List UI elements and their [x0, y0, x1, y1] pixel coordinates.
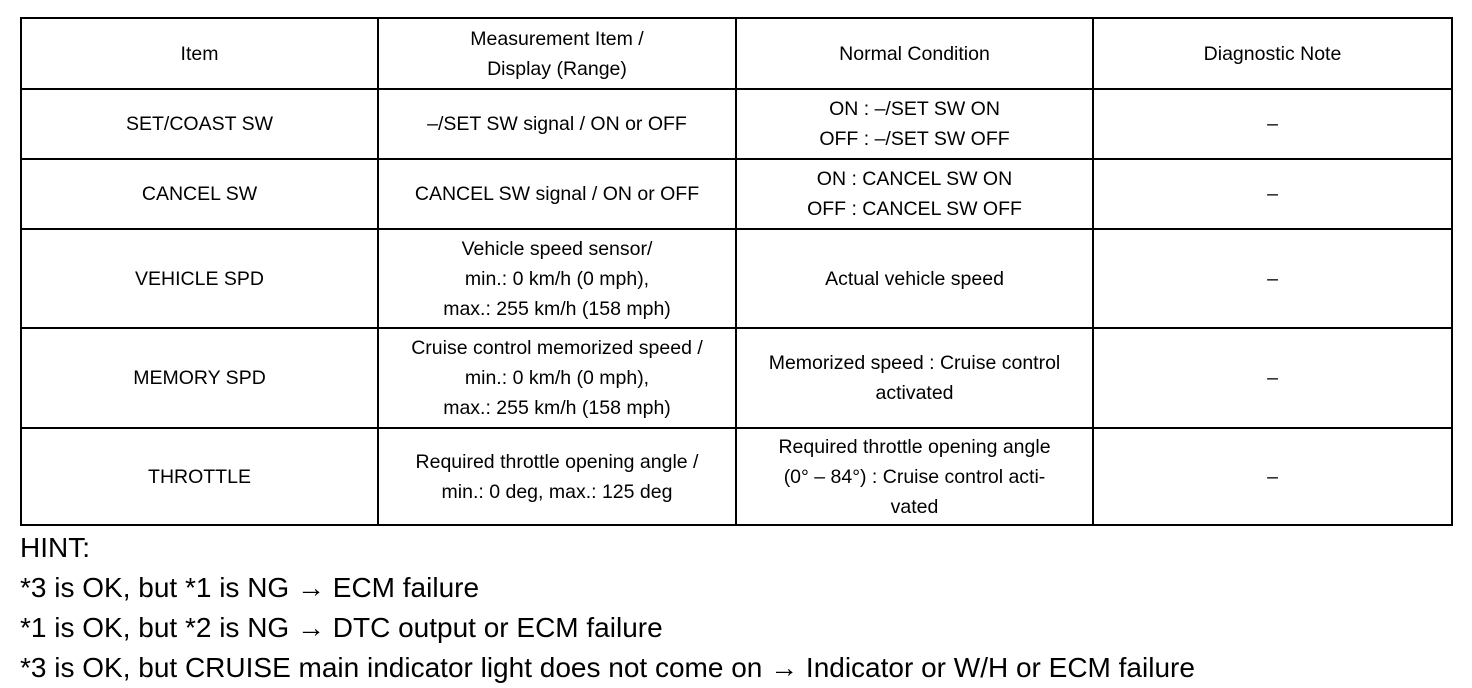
- cell-line: max.: 255 km/h (158 mph): [443, 297, 671, 320]
- cell-line: THROTTLE: [148, 465, 251, 488]
- cell-item: [21, 159, 378, 229]
- cell-measurement: [378, 159, 736, 229]
- cell-diagnostic-note: [1093, 328, 1452, 428]
- cell-measurement: [378, 428, 736, 525]
- cell-line: SET/COAST SW: [126, 113, 273, 135]
- cell-line: Memorized speed : Cruise control: [768, 352, 1061, 374]
- table-row: [21, 89, 1452, 159]
- cell-item: [21, 229, 378, 328]
- cell-diagnostic-note: [1093, 89, 1452, 159]
- header-line: Normal Condition: [839, 42, 990, 65]
- cell-line: ON : –/SET SW ON: [829, 98, 1000, 120]
- cell-line: –/SET SW signal / ON or OFF: [427, 113, 687, 135]
- table-row: [21, 428, 1452, 525]
- header-measurement-item: [378, 18, 736, 89]
- cell-line: OFF : CANCEL SW OFF: [807, 198, 1022, 220]
- table-row: [21, 159, 1452, 229]
- cell-measurement: [378, 229, 736, 328]
- cell-line: ON : CANCEL SW ON: [816, 168, 1013, 190]
- cell-line: (0° – 84°) : Cruise control acti-: [783, 465, 1046, 488]
- cell-line: –: [1267, 113, 1278, 135]
- header-line: Diagnostic Note: [1203, 42, 1342, 65]
- cell-item: [21, 328, 378, 428]
- cell-normal-condition: [736, 229, 1093, 328]
- cell-line: vated: [890, 495, 939, 518]
- hint-line: *1 is OK, but *2 is NG → DTC output or ECM failure: [20, 612, 663, 643]
- cell-line: CANCEL SW: [141, 183, 258, 205]
- cell-item: [21, 428, 378, 525]
- hint-line: *3 is OK, but *1 is NG → ECM failure: [20, 572, 480, 603]
- cell-line: Required throttle opening angle: [778, 435, 1051, 458]
- cell-measurement: [378, 328, 736, 428]
- cell-line: min.: 0 km/h (0 mph),: [464, 267, 650, 290]
- cell-line: VEHICLE SPD: [135, 267, 264, 290]
- cell-line: –: [1267, 267, 1278, 290]
- cell-normal-condition: [736, 428, 1093, 525]
- cell-normal-condition: [736, 89, 1093, 159]
- cell-line: OFF : –/SET SW OFF: [819, 128, 1010, 150]
- hint-section: [20, 528, 1195, 688]
- header-line: Item: [180, 42, 219, 65]
- header-item: [21, 18, 378, 89]
- hint-title: HINT:: [20, 532, 90, 563]
- cell-line: min.: 0 km/h (0 mph),: [464, 367, 650, 389]
- header-line: Measurement Item /: [470, 27, 644, 50]
- cell-line: –: [1267, 465, 1278, 488]
- cell-diagnostic-note: [1093, 428, 1452, 525]
- cell-normal-condition: [736, 328, 1093, 428]
- cell-line: MEMORY SPD: [133, 367, 266, 389]
- header-normal-condition: [736, 18, 1093, 89]
- diagnostic-data-table: [20, 17, 1453, 526]
- cell-line: max.: 255 km/h (158 mph): [443, 397, 671, 419]
- table-header-row: [21, 18, 1452, 89]
- cell-line: Required throttle opening angle /: [415, 450, 699, 473]
- cell-line: Cruise control memorized speed /: [411, 337, 703, 359]
- header-diagnostic-note: [1093, 18, 1452, 89]
- cell-line: –: [1267, 183, 1278, 205]
- cell-diagnostic-note: [1093, 159, 1452, 229]
- cell-normal-condition: [736, 159, 1093, 229]
- cell-line: min.: 0 deg, max.: 125 deg: [441, 480, 673, 503]
- cell-item: [21, 89, 378, 159]
- table-row: [21, 229, 1452, 328]
- table-row: [21, 328, 1452, 428]
- cell-line: activated: [875, 382, 954, 404]
- cell-line: Vehicle speed sensor/: [461, 237, 653, 260]
- cell-line: CANCEL SW signal / ON or OFF: [414, 183, 700, 205]
- header-line: Display (Range): [487, 57, 627, 80]
- cell-measurement: [378, 89, 736, 159]
- cell-line: –: [1267, 367, 1278, 389]
- cell-diagnostic-note: [1093, 229, 1452, 328]
- cell-line: Actual vehicle speed: [825, 267, 1004, 290]
- hint-line: *3 is OK, but CRUISE main indicator light does not come on → Indicator or W/H or ECM failure: [20, 652, 1195, 683]
